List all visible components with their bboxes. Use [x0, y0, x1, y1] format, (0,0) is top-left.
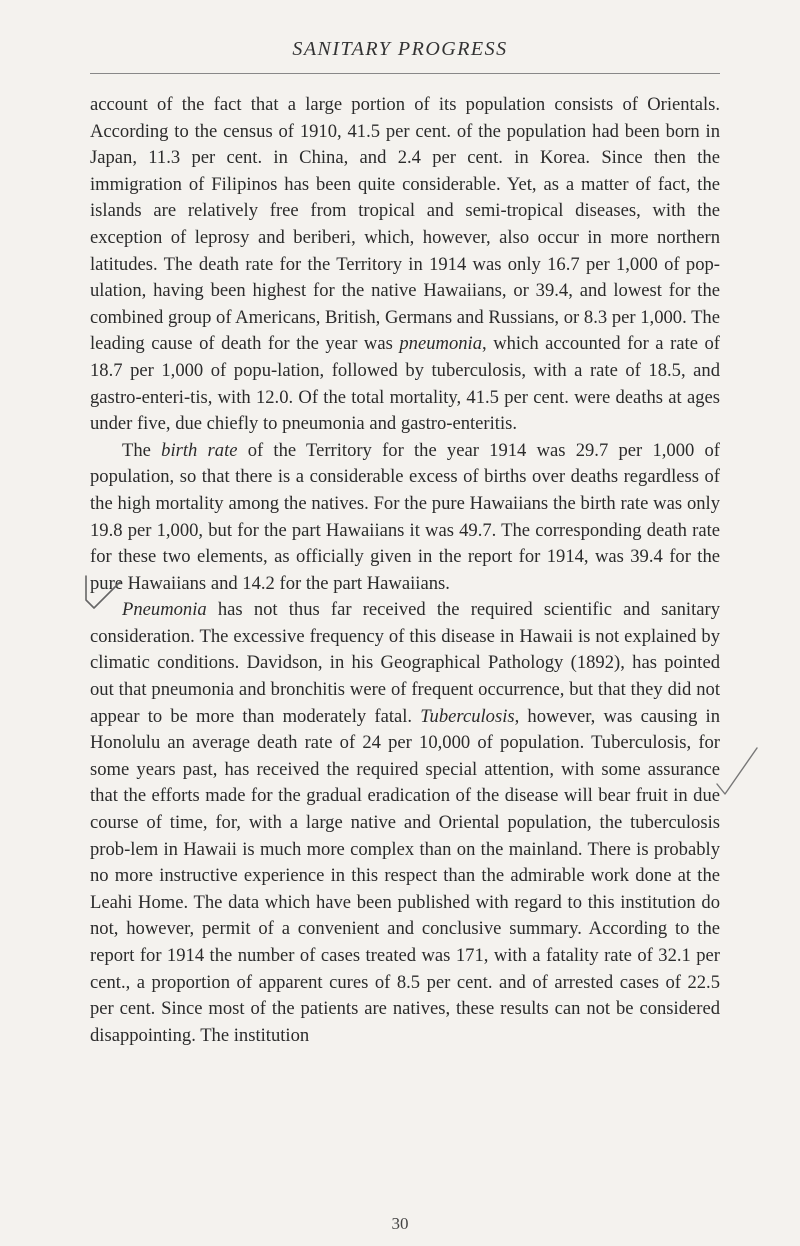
- paragraph-3-text-b: , however, was causing in Honolulu an average death rate of 24 per 10,000 of population. Tuberculosis, for some years past, has received the required special attention, with some assurance that the efforts made for the gradual eradication of the disease will bear fruit in due course of time, for, with a large native and Oriental population, the tuberculosis prob-lem in Hawaii is much more complex than on the mainland. There is probably no more instructive experience in this respect than the admirable work done at the Leahi Home. The data which have been published with regard to this institution do not, however, permit of a convenient and conclusive summary. According to the report for 1914 the number of cases treated was 171, with a fatality rate of 32.1 per cent., a proportion of apparent cures of 8.5 per cent. and of arrested cases of 22.5 per cent. Since most of the patients are natives, these results can not be considered disappointing. The institution: [90, 705, 720, 1046]
- paragraph-1-emphasis: pneumonia: [399, 333, 483, 355]
- paragraph-3-emphasis-a: Pneumonia: [122, 599, 207, 621]
- paragraph-2-text-a: The: [122, 439, 162, 461]
- paragraph-1-text-a: account of the fact that a large portion of its population consists of Orientals. According to the census of 1910, 41.5 per cent. of the population had been born in Japan, 11.3 per cent. in China, and 2.4 per cent. in Korea. Since then the immigration of Filipinos has been quite considerable. Yet, as a matter of fact, the islands are relatively free from tropical and semi-tropical diseases, with the exception of leprosy and beriberi, which, however, also occur in more northern latitudes. The death rate for the Territory in 1914 was only 16.7 per 1,000 of pop-ulation, having been highest for the native Hawaiians, or 39.4, and lowest for the combined group of Americans, British, Germans and Russians, or 8.3 per 1,000. The leading cause of death for the year was: [90, 94, 720, 355]
- pencil-check-mark: [713, 740, 763, 800]
- paragraph-1: [90, 92, 720, 438]
- body-text: [90, 92, 720, 1049]
- paragraph-2-emphasis: birth rate: [161, 439, 238, 461]
- running-head: SANITARY PROGRESS: [292, 38, 508, 60]
- paragraph-3-text-a: has not thus far received the required scientific and sanitary consideration. The excessive frequency of this disease in Hawaii is not explained by climatic conditions. Davidson, in his Geographical Pathology (1892), has pointed out that pneumonia and bronchitis were of frequent occurrence, but that they did not appear to be more than moderately fatal.: [90, 599, 720, 727]
- paragraph-3: [90, 597, 720, 1049]
- paragraph-2: [90, 438, 720, 598]
- paragraph-3-emphasis-b: Tuberculosis: [420, 705, 515, 727]
- header-rule: [90, 73, 720, 74]
- page-number: 30: [391, 1214, 409, 1233]
- paragraph-1-text-b: , which accounted for a rate of 18.7 per 1,000 of popu-lation, followed by tuberculosis, with a rate of 18.5, and gastro-enteri-tis, with 12.0. Of the total mortality, 41.5 per cent. were deaths at ages under five, due chiefly to pneumonia and gastro-enteritis.: [90, 333, 720, 435]
- paragraph-2-text-b: of the Territory for the year 1914 was 29.7 per 1,000 of population, so that there is a considerable excess of births over deaths regardless of the high mortality among the natives. For the pure Hawaiians the birth rate was only 19.8 per 1,000, but for the part Hawaiians it was 49.7. The corresponding death rate for these two elements, as officially given in the report for 1914, was 39.4 for the pure Hawaiians and 14.2 for the part Hawaiians.: [90, 439, 720, 594]
